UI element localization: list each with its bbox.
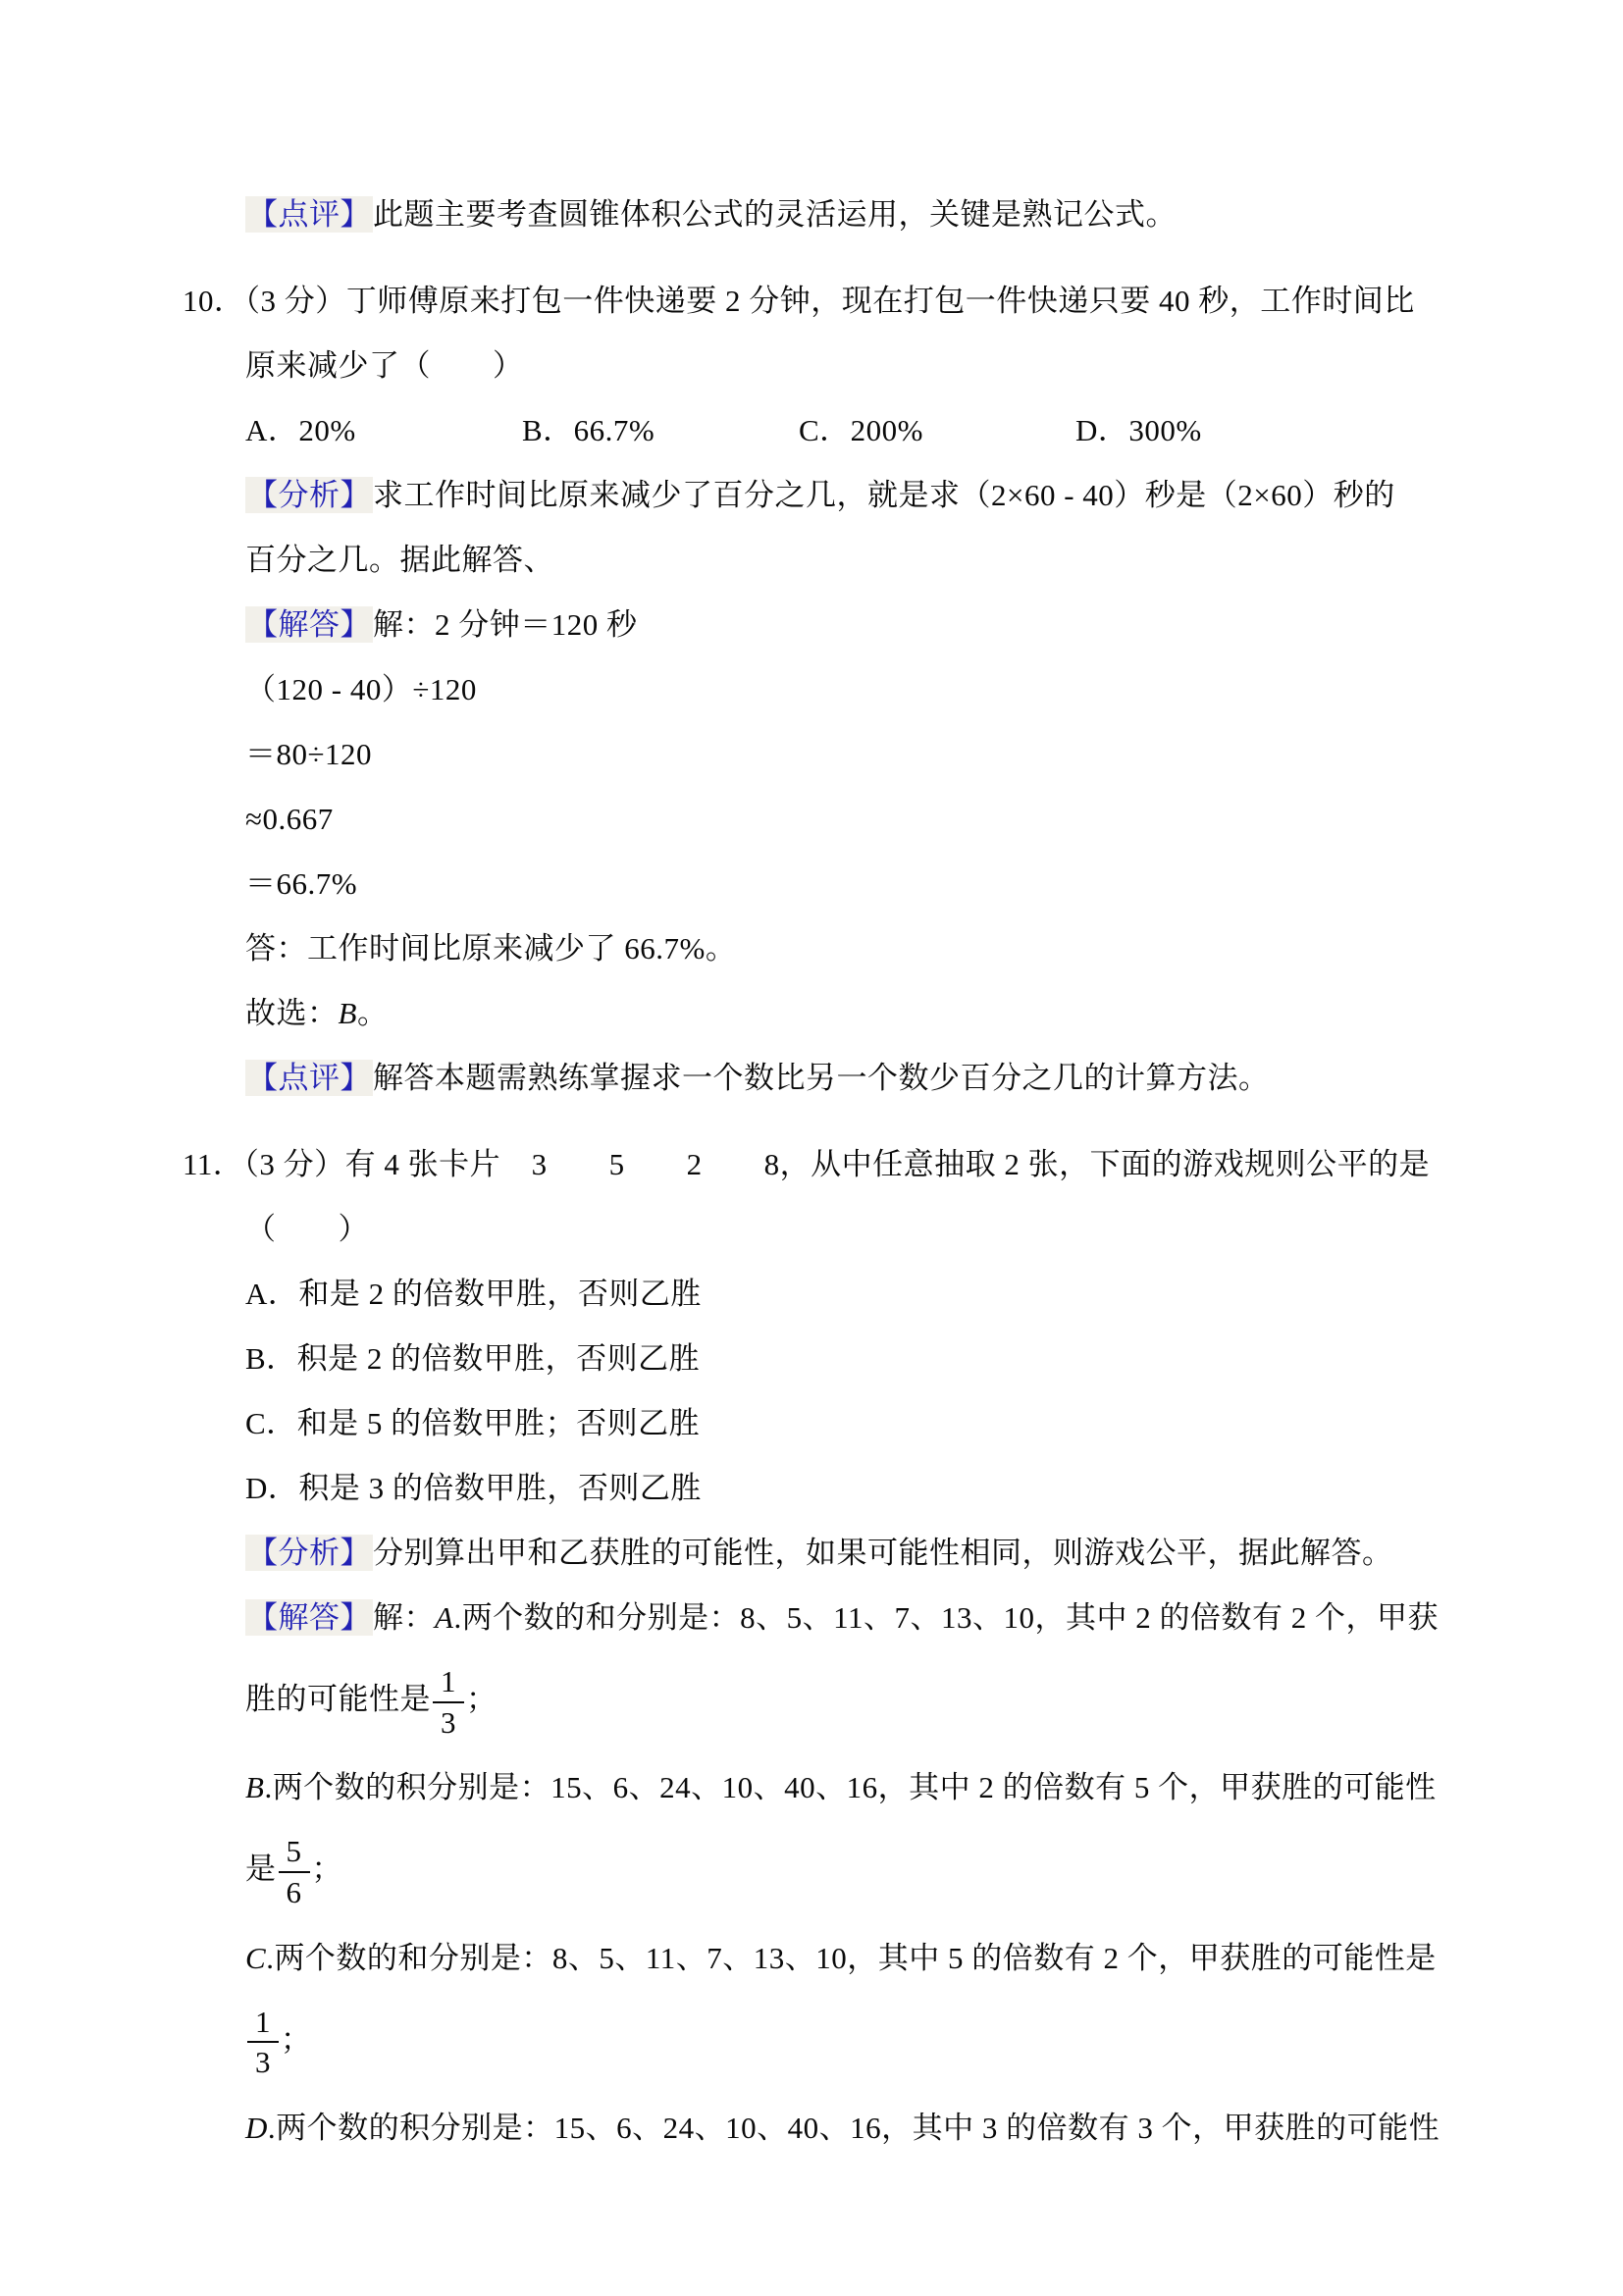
text-run: ＝80÷120	[245, 737, 373, 771]
section-label: 【分析】	[247, 478, 371, 512]
option-c: C．200%	[799, 413, 923, 447]
analysis-line-q11	[183, 1521, 1440, 1586]
chosen-answer-q10	[183, 981, 1440, 1046]
text-run: ；	[311, 1852, 342, 1887]
section-label: 【点评】	[247, 1061, 371, 1095]
solution-line-q10	[183, 593, 1440, 657]
text-run: 百分之几。据此解答、	[245, 543, 554, 577]
text-run: 原来减少了（ ）	[245, 348, 524, 383]
text-run: 解：2 分钟＝120 秒	[373, 607, 638, 642]
analysis-continuation-q10	[183, 528, 1440, 593]
equation-step	[183, 787, 1440, 852]
text-run: 求工作时间比原来减少了百分之几，就是求（2×60 - 40）秒是（2×60）秒的	[373, 478, 1395, 512]
question-11-continuation	[183, 1197, 1440, 1262]
text-run: 。	[356, 996, 389, 1030]
text-run: C．和是 5 的倍数甲胜；否则乙胜	[245, 1406, 701, 1440]
text-run: .两个数的和分别是：8、5、11、7、13、10，其中 5 的倍数有 2 个，甲获胜的可能性是	[266, 1940, 1437, 1975]
fraction-denominator: 6	[286, 1874, 302, 1909]
text-run: 故选：	[245, 996, 339, 1030]
fraction-numerator: 1	[433, 1664, 464, 1703]
question-11-option-a	[183, 1262, 1440, 1327]
equation-step	[183, 657, 1440, 722]
document-content	[183, 183, 1440, 2161]
solution-line-q11	[183, 1586, 1440, 1650]
text-run: B．积是 2 的倍数甲胜，否则乙胜	[245, 1341, 701, 1376]
section-label: 【解答】	[247, 1600, 371, 1635]
question-10-options	[183, 398, 1440, 463]
question-11-option-d	[183, 1456, 1440, 1521]
text-run: 是	[245, 1852, 277, 1887]
text-run: 答：工作时间比原来减少了 66.7%。	[245, 931, 737, 965]
solution-case-d	[183, 2096, 1440, 2161]
question-10	[183, 269, 1440, 334]
section-label: 【分析】	[247, 1536, 371, 1570]
italic-text-run: D	[245, 2110, 268, 2145]
equation-step	[183, 722, 1440, 787]
question-10-continuation	[183, 334, 1440, 398]
option-d: D．300%	[1075, 413, 1202, 447]
text-run: D．积是 3 的倍数甲胜，否则乙胜	[245, 1471, 702, 1505]
comment-line-q10	[183, 1046, 1440, 1111]
section-label: 【解答】	[247, 607, 371, 642]
text-run: （120 - 40）÷120	[245, 672, 477, 706]
text-run: ＝66.7%	[245, 866, 358, 901]
italic-text-run: B	[338, 996, 357, 1030]
fraction-denominator: 3	[255, 2045, 271, 2080]
text-run: （3 分）有 4 张卡片 3 5 2 8，从中任意抽取 2 张，下面的游戏规则公平的是	[243, 1147, 1431, 1181]
solution-case-b	[183, 1755, 1440, 1820]
fraction-numerator: 5	[279, 1834, 310, 1873]
question-11-option-c	[183, 1391, 1440, 1456]
solution-fraction-c	[183, 1991, 1440, 2096]
fraction-numerator: 1	[247, 2005, 279, 2044]
text-run: 解：	[373, 1600, 435, 1635]
text-run: （3 分）丁师傅原来打包一件快递要 2 分钟，现在打包一件快递只要 40 秒，工作时间比	[244, 284, 1415, 318]
item-number: 11．	[183, 1147, 244, 1181]
stacked-fraction	[247, 2005, 279, 2080]
stacked-fraction	[433, 1664, 464, 1740]
question-11	[183, 1132, 1440, 1197]
text-run: ≈0.667	[245, 802, 334, 836]
italic-text-run: C	[245, 1940, 267, 1975]
text-run: .两个数的和分别是：8、5、11、7、13、10，其中 2 的倍数有 2 个，甲获	[453, 1600, 1440, 1635]
solution-fraction-b	[183, 1820, 1440, 1925]
italic-text-run: B	[245, 1770, 265, 1805]
equation-step	[183, 852, 1440, 916]
text-run: 胜的可能性是	[245, 1681, 431, 1716]
text-run: ；	[466, 1681, 497, 1716]
analysis-line-q10	[183, 463, 1440, 528]
solution-case-c	[183, 1926, 1440, 1991]
text-run: （ ）	[245, 1212, 369, 1246]
text-run: ；	[281, 2021, 312, 2057]
italic-text-run: A	[435, 1600, 454, 1635]
comment-line-q9	[183, 183, 1440, 247]
section-label: 【点评】	[247, 197, 371, 232]
text-run: .两个数的积分别是：15、6、24、10、40、16，其中 2 的倍数有 5 个，甲获胜的可能性	[264, 1770, 1437, 1805]
text-run: 分别算出甲和乙获胜的可能性，如果可能性相同，则游戏公平，据此解答。	[373, 1536, 1393, 1570]
option-a: A．20%	[245, 413, 356, 447]
item-number: 10．	[183, 284, 245, 318]
text-run: 此题主要考查圆锥体积公式的灵活运用，关键是熟记公式。	[373, 197, 1177, 232]
answer-statement-q10	[183, 916, 1440, 981]
text-run: .两个数的积分别是：15、6、24、10、40、16，其中 3 的倍数有 3 个，甲获胜的可能性	[267, 2110, 1440, 2145]
solution-fraction-a	[183, 1650, 1440, 1755]
text-run: A．和是 2 的倍数甲胜，否则乙胜	[245, 1277, 702, 1311]
option-b: B．66.7%	[522, 413, 655, 447]
text-run: 解答本题需熟练掌握求一个数比另一个数少百分之几的计算方法。	[373, 1061, 1270, 1095]
stacked-fraction	[279, 1834, 310, 1909]
question-11-option-b	[183, 1327, 1440, 1391]
fraction-denominator: 3	[441, 1704, 456, 1740]
